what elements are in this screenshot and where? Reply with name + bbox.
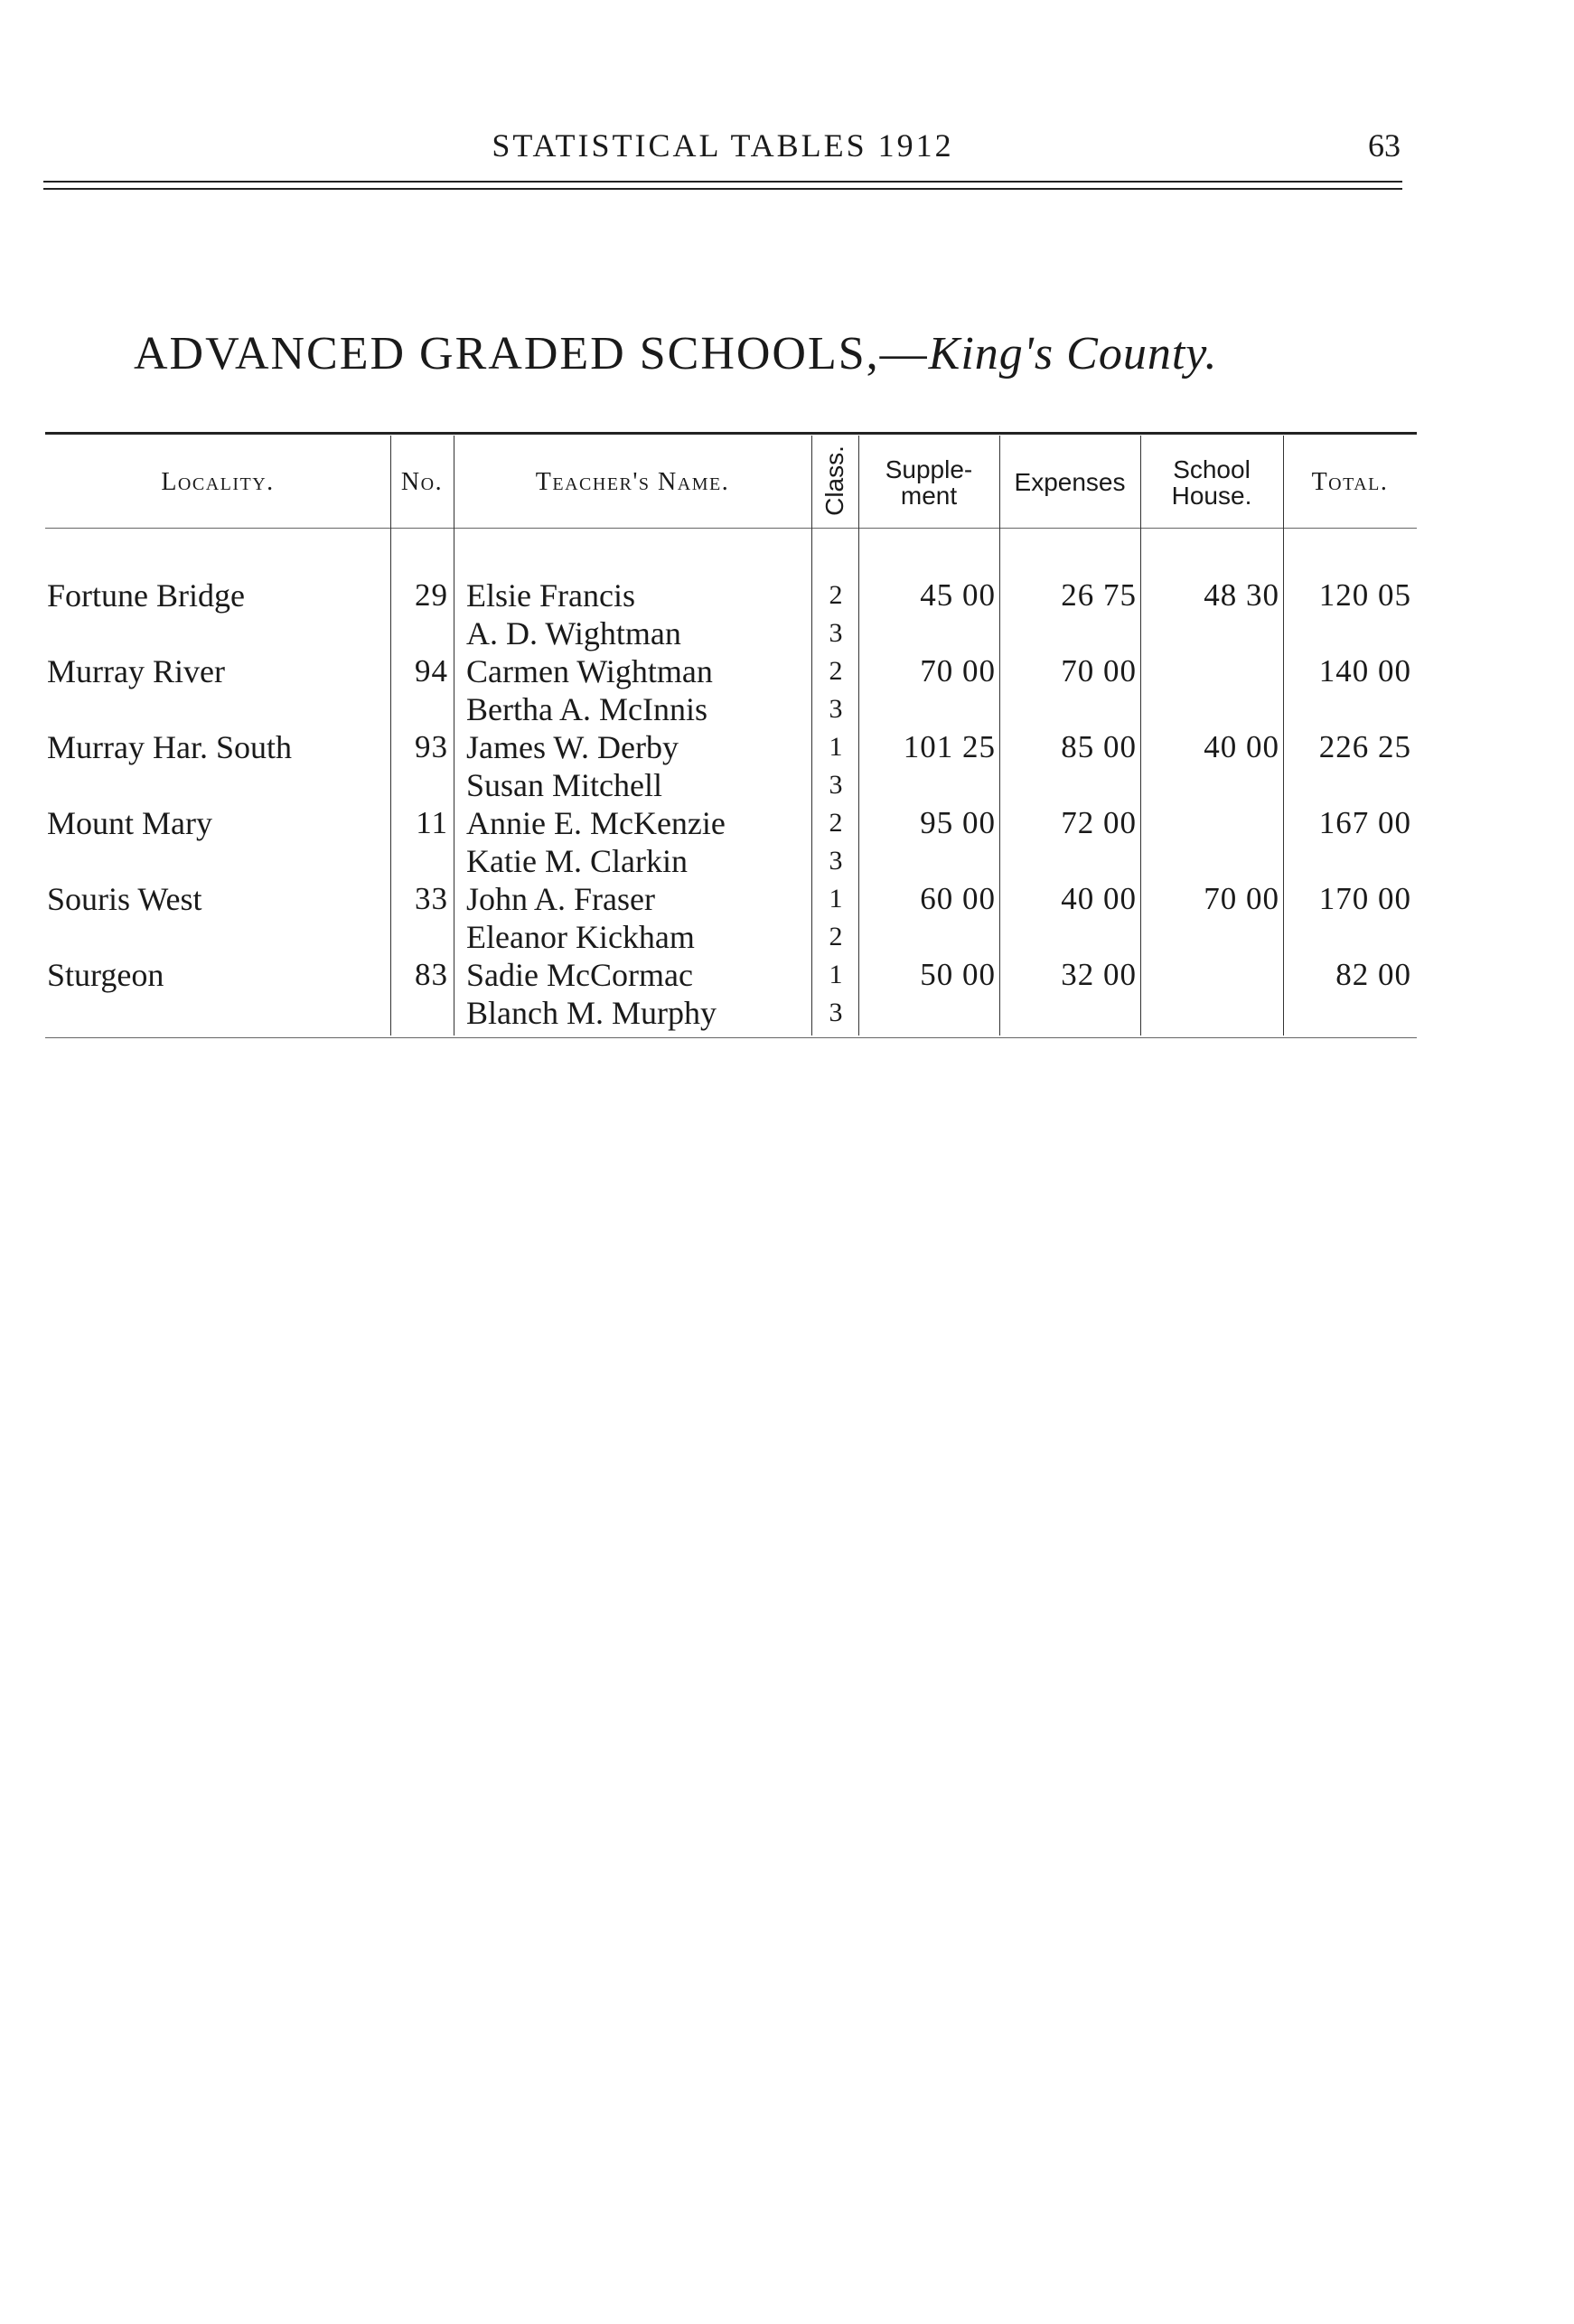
cell-no: 83 (415, 957, 448, 992)
cell-no: 11 (416, 805, 448, 840)
cell-teacher: John A. Fraser (466, 881, 655, 917)
cell-expenses: 26 75 (1061, 577, 1137, 613)
header-school-house (1140, 437, 1283, 528)
cell-expenses: 85 00 (1061, 729, 1137, 764)
cell-supplement: 70 00 (920, 653, 996, 689)
cell-class: 2 (829, 656, 843, 686)
cell-class: 2 (829, 808, 843, 838)
cell-class: 2 (829, 922, 843, 951)
cell-teacher: Annie E. McKenzie (466, 805, 726, 841)
header-class: Class. (820, 445, 848, 516)
cell-total: 226 25 (1318, 729, 1411, 764)
cell-class: 2 (829, 580, 843, 610)
cell-school-house: 40 00 (1204, 729, 1279, 764)
head-rule-top (43, 181, 1402, 183)
header-expenses: Expenses (1014, 468, 1126, 497)
cell-supplement: 101 25 (903, 729, 996, 764)
cell-locality: Sturgeon (47, 957, 164, 993)
header-school-house-line1: School (1173, 454, 1251, 483)
table-top-rule (45, 432, 1417, 435)
cell-no: 94 (415, 653, 448, 689)
title-subtitle: King's County. (928, 328, 1218, 380)
header-supplement-line2: ment (900, 482, 958, 510)
cell-teacher: Eleanor Kickham (466, 919, 695, 955)
cell-teacher: James W. Derby (466, 729, 679, 765)
cell-no: 33 (415, 881, 448, 916)
cell-total: 170 00 (1318, 881, 1411, 916)
header-class-box (811, 437, 858, 528)
cell-expenses: 40 00 (1061, 881, 1137, 916)
cell-expenses: 72 00 (1061, 805, 1137, 840)
page-number: 63 (1368, 127, 1401, 164)
running-head (45, 127, 1401, 166)
cell-expenses: 32 00 (1061, 957, 1137, 992)
cell-locality: Souris West (47, 881, 202, 917)
cell-supplement: 50 00 (920, 957, 996, 992)
schools-table (45, 432, 1417, 1039)
header-locality: Locality. (161, 468, 275, 497)
cell-locality: Murray Har. South (47, 729, 292, 765)
cell-class: 1 (829, 960, 843, 989)
cell-class: 3 (829, 618, 843, 648)
head-rule-bottom (43, 188, 1402, 190)
header-bottom-rule (45, 528, 1417, 529)
cell-no: 93 (415, 729, 448, 764)
cell-locality: Fortune Bridge (47, 577, 245, 614)
cell-teacher: Katie M. Clarkin (466, 843, 688, 879)
title-main: ADVANCED GRADED SCHOOLS,— (134, 328, 929, 380)
cell-teacher: Susan Mitchell (466, 767, 662, 803)
cell-class: 3 (829, 998, 843, 1027)
cell-total: 140 00 (1318, 653, 1411, 689)
cell-locality: Mount Mary (47, 805, 212, 841)
cell-class: 3 (829, 770, 843, 800)
cell-teacher: Blanch M. Murphy (466, 995, 717, 1031)
header-supplement-line1: Supple- (885, 454, 973, 483)
cell-total: 82 00 (1335, 957, 1411, 992)
cell-class: 3 (829, 694, 843, 724)
cell-teacher: Bertha A. McInnis (466, 691, 707, 727)
running-title: STATISTICAL TABLES 1912 (492, 127, 954, 164)
cell-supplement: 60 00 (920, 881, 996, 916)
cell-teacher: A. D. Wightman (466, 615, 681, 651)
cell-no: 29 (415, 577, 448, 613)
cell-school-house: 70 00 (1204, 881, 1279, 916)
cell-school-house: 48 30 (1204, 577, 1279, 613)
cell-total: 120 05 (1318, 577, 1411, 613)
cell-teacher: Elsie Francis (466, 577, 635, 614)
cell-class: 1 (829, 884, 843, 914)
page-title (134, 327, 1399, 380)
header-no: No. (400, 468, 444, 497)
header-school-house-line2: House. (1171, 482, 1252, 510)
header-total: Total. (1311, 468, 1389, 497)
cell-expenses: 70 00 (1061, 653, 1137, 689)
header-supplement (858, 437, 999, 528)
cell-locality: Murray River (47, 653, 225, 689)
cell-total: 167 00 (1318, 805, 1411, 840)
cell-class: 3 (829, 846, 843, 876)
cell-teacher: Carmen Wightman (466, 653, 713, 689)
table-bottom-rule (45, 1037, 1417, 1038)
cell-teacher: Sadie McCormac (466, 957, 693, 993)
cell-class: 1 (829, 732, 843, 762)
cell-supplement: 95 00 (920, 805, 996, 840)
header-teacher: Teacher's Name. (535, 468, 730, 497)
cell-supplement: 45 00 (920, 577, 996, 613)
